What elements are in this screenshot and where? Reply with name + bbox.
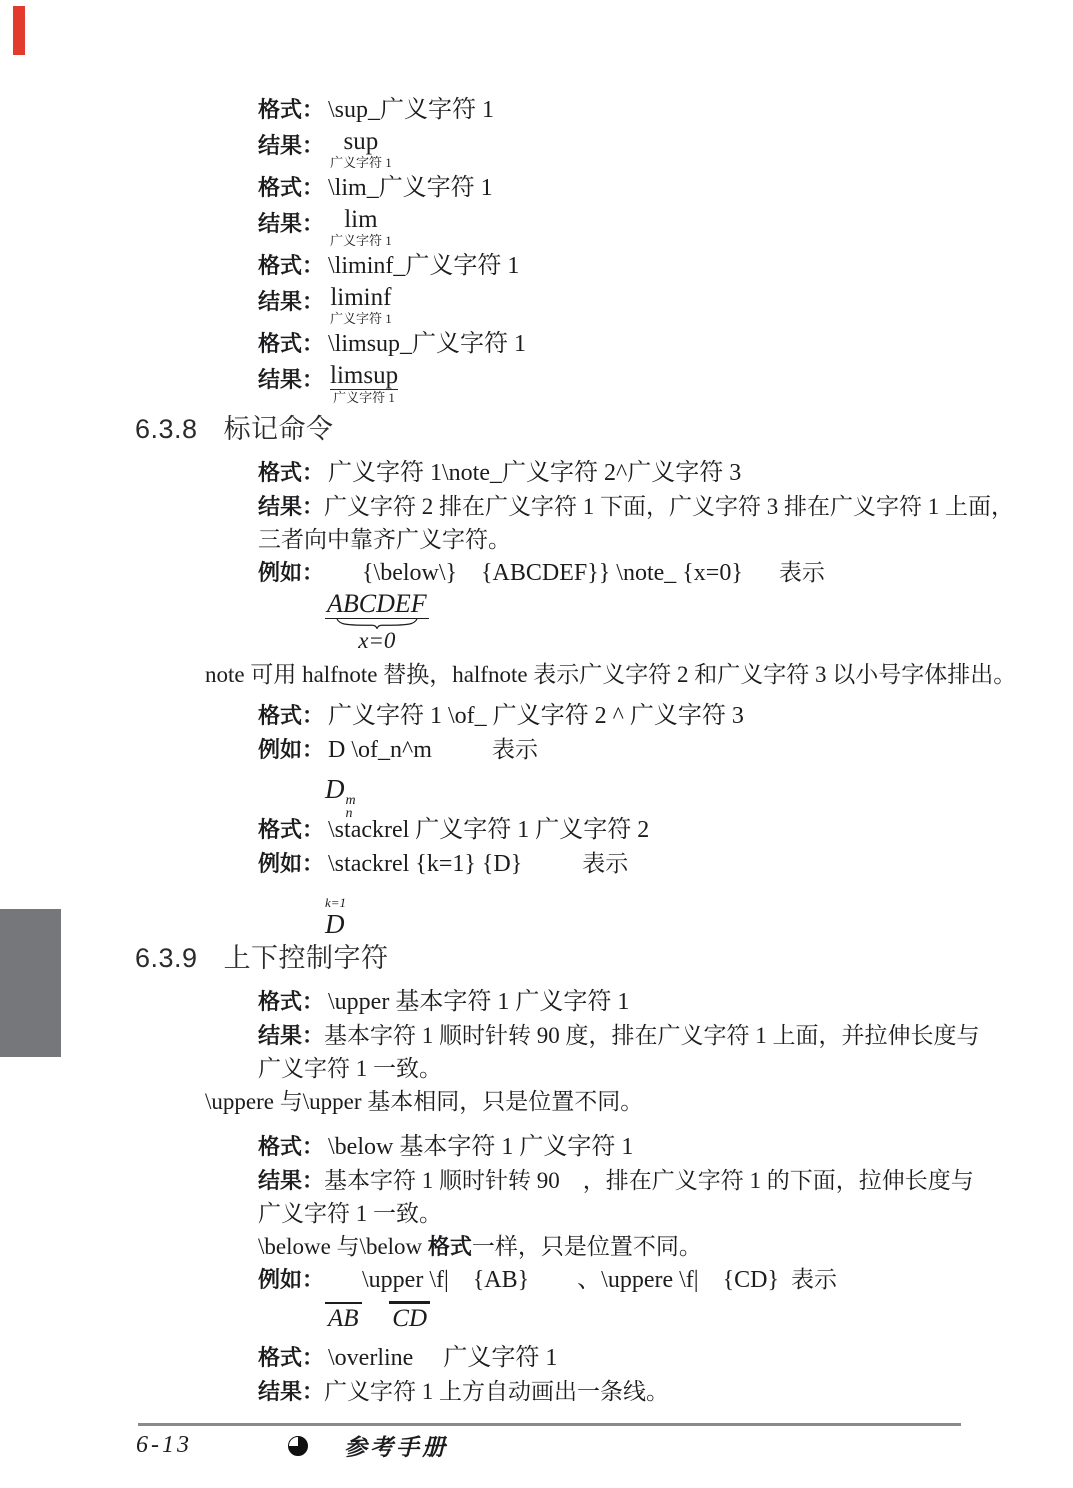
format-code: \stackrel 广义字符 1 广义字符 2 — [328, 817, 650, 843]
result-row-below-line1 — [258, 1164, 1073, 1197]
result-text-wrap: 广义字符 1 一致。 — [258, 1056, 442, 1081]
format-row-overline — [258, 1341, 1073, 1375]
limsup-word: limsup — [330, 362, 399, 389]
result-label: 结果： — [258, 367, 325, 392]
underbrace-top-text: ABCDEF — [327, 589, 427, 618]
example-label: 例如： — [258, 560, 325, 585]
result-label: 结果： — [258, 289, 325, 314]
format-label: 格式： — [258, 989, 325, 1014]
overline-ab: AB — [325, 1302, 362, 1333]
format-label: 格式： — [258, 175, 325, 200]
result-text-wrap: 广义字符 1 一致。 — [258, 1201, 442, 1226]
format-label: 格式： — [258, 1345, 325, 1370]
result-text: 基本字符 1 顺时针转 90 度，排在广义字符 1 上面，并拉伸长度与 — [324, 1023, 980, 1048]
result-label: 结果： — [258, 211, 325, 236]
example-row-of — [258, 733, 1073, 767]
chapter-edge-tab-red — [13, 6, 25, 55]
note-paragraph — [205, 658, 1073, 691]
result-label: 结果： — [258, 1023, 325, 1048]
stackrel-top-text: k=1 — [325, 895, 347, 910]
format-row-sup — [258, 93, 1073, 127]
result-row-sup — [258, 129, 1073, 171]
example-suffix: 表示 — [491, 737, 538, 762]
result-text: 广义字符 2 排在广义字符 1 下面，广义字符 3 排在广义字符 1 上面， — [324, 494, 1015, 519]
manual-title: 参考手册 — [344, 1435, 448, 1460]
format-code: \overline 广义字符 1 — [328, 1345, 558, 1371]
limsup-stack — [330, 363, 398, 406]
format-row-limsup — [258, 327, 1073, 361]
result-label: 结果： — [258, 1168, 325, 1193]
example-row-note — [258, 556, 1073, 590]
format-label: 格式： — [258, 1134, 325, 1159]
thumb-index-tab-gray — [0, 909, 61, 1057]
example-code: {\below\} {ABCDEF}} \note_ {x=0} — [362, 560, 743, 586]
format-code: \below 基本字符 1 广义字符 1 — [328, 1134, 634, 1160]
example-row-upper — [258, 1263, 1073, 1297]
result-label: 结果： — [258, 494, 325, 519]
result-row-overline — [258, 1375, 1073, 1408]
limsup-subscript: 广义字符 1 — [330, 389, 398, 406]
format-label: 格式： — [258, 97, 325, 122]
stackrel-base-text: D — [325, 909, 345, 939]
result-row-liminf — [258, 285, 1073, 327]
format-row-note — [258, 456, 1073, 490]
format-code: \sup_广义字符 1 — [328, 97, 495, 123]
example-code: D \of_n^m — [328, 737, 432, 763]
example-suffix: 表示 — [790, 1267, 837, 1292]
section-title: 上下控制字符 — [223, 943, 389, 973]
formula-subscript: n — [345, 806, 353, 821]
format-code: \lim_广义字符 1 — [328, 175, 493, 201]
format-code: \upper 基本字符 1 广义字符 1 — [328, 989, 630, 1015]
example-suffix: 表示 — [582, 851, 629, 876]
result-row-upper-line2 — [258, 1052, 1073, 1085]
result-label: 结果： — [258, 1379, 325, 1404]
formula-overlines — [325, 1301, 1073, 1331]
format-row-of — [258, 699, 1073, 733]
formula-underbrace — [325, 589, 1073, 653]
format-row-liminf — [258, 249, 1073, 283]
underbrace-stack — [325, 590, 429, 653]
lim-subscript: 广义字符 1 — [330, 233, 392, 248]
example-label: 例如： — [258, 737, 325, 762]
result-row-below-line2 — [258, 1197, 1073, 1230]
format-row-upper — [258, 985, 1073, 1019]
formula-base: D — [325, 774, 345, 804]
formula-stackrel — [325, 883, 1073, 939]
example-code: \stackrel {k=1} {D} — [328, 851, 523, 877]
section-number: 6.3.9 — [135, 943, 198, 973]
example-suffix: 表示 — [778, 560, 825, 585]
belowe-note-line — [258, 1230, 1073, 1263]
lim-word: lim — [344, 206, 378, 233]
format-code: 广义字符 1\note_广义字符 2^广义字符 3 — [328, 460, 742, 486]
format-label: 格式： — [258, 817, 325, 842]
format-label: 格式： — [258, 703, 325, 728]
result-row-lim — [258, 207, 1073, 249]
format-row-stackrel — [258, 813, 1073, 847]
belowe-note-prefix: \belowe 与\below — [258, 1234, 428, 1259]
section-heading-638 — [135, 412, 1073, 446]
result-row-note-line1 — [258, 490, 1073, 523]
sup-stack — [330, 129, 392, 171]
note-paragraph-text: note 可用 halfnote 替换，halfnote 表示广义字符 2 和广义字符 3 以小号字体排出。 — [205, 662, 1017, 687]
example-code: \upper \f| {AB} 、\uppere \f| {CD} — [362, 1267, 779, 1293]
section-title: 标记命令 — [223, 414, 334, 444]
footer-rule — [138, 1423, 961, 1426]
result-row-note-line2 — [258, 523, 1073, 556]
formula-of-scripts — [325, 773, 1073, 821]
format-code: \liminf_广义字符 1 — [328, 253, 520, 279]
liminf-word: liminf — [330, 284, 392, 311]
footer — [136, 1429, 448, 1462]
sup-subscript: 广义字符 1 — [330, 155, 392, 170]
format-label: 格式： — [258, 331, 325, 356]
format-row-lim — [258, 171, 1073, 205]
example-row-stackrel — [258, 847, 1073, 881]
overline-cd: CD — [389, 1301, 430, 1333]
format-label: 格式： — [258, 460, 325, 485]
result-text: 广义字符 1 上方自动画出一条线。 — [324, 1379, 670, 1404]
sup-word: sup — [343, 128, 379, 155]
example-label: 例如： — [258, 1267, 325, 1292]
stackrel-stack — [325, 896, 346, 938]
liminf-subscript: 广义字符 1 — [330, 311, 392, 326]
format-row-below — [258, 1130, 1073, 1164]
formula-superscript: m — [345, 793, 356, 808]
section-number: 6.3.8 — [135, 414, 198, 444]
belowe-note-suffix: 一样，只是位置不同。 — [471, 1234, 702, 1259]
lim-stack — [330, 207, 392, 249]
result-row-limsup — [258, 363, 1073, 406]
example-label: 例如： — [258, 851, 325, 876]
format-label: 格式： — [258, 253, 325, 278]
belowe-note-bold: 格式 — [427, 1234, 472, 1259]
format-code: \limsup_广义字符 1 — [328, 331, 527, 357]
result-text: 基本字符 1 顺时针转 90 ，排在广义字符 1 的下面，拉伸长度与 — [324, 1168, 974, 1193]
result-label: 结果： — [258, 133, 325, 158]
uppere-note-paragraph — [205, 1085, 1073, 1118]
format-code: 广义字符 1 \of_ 广义字符 2 ^ 广义字符 3 — [328, 703, 744, 729]
underbrace-bottom-text: x=0 — [358, 628, 396, 653]
result-row-upper-line1 — [258, 1019, 1073, 1052]
page-number: 6-13 — [136, 1432, 192, 1458]
uppere-note-text: \uppere 与\upper 基本相同，只是位置不同。 — [205, 1089, 644, 1114]
liminf-stack — [330, 285, 392, 327]
result-text-wrap: 三者向中靠齐广义字符。 — [258, 527, 511, 552]
manual-bullet-icon — [288, 1436, 308, 1456]
section-heading-639 — [135, 941, 1073, 975]
